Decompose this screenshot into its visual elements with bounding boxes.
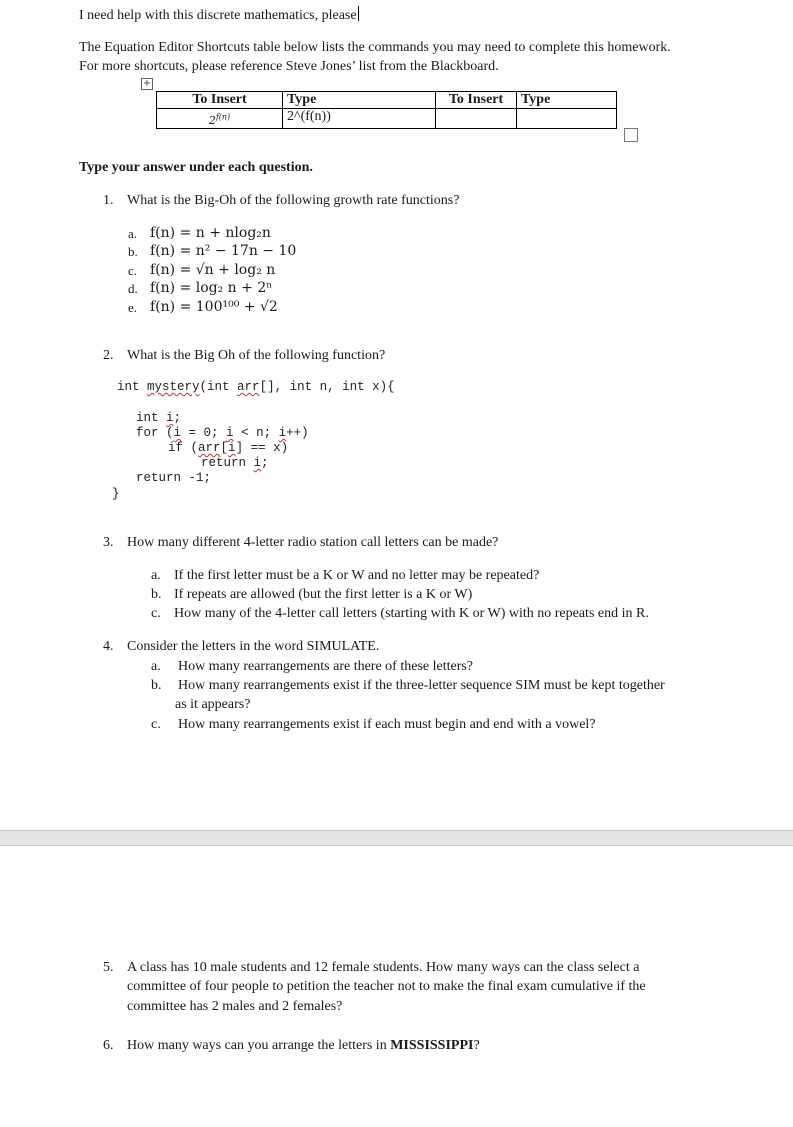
text-cursor xyxy=(358,6,359,21)
table-move-handle-icon[interactable]: + xyxy=(142,78,152,89)
q1-number: 1. xyxy=(103,193,114,208)
table-row xyxy=(157,109,617,129)
code-line: if (arr[i] == x) xyxy=(168,441,289,455)
q2-number: 2. xyxy=(103,348,114,363)
q4-item-b-label: b. xyxy=(151,678,162,693)
q4-item-b-text-cont: as it appears? xyxy=(175,697,251,712)
q1-item-c-label: c. xyxy=(128,263,138,278)
instruction-text: Type your answer under each question. xyxy=(79,160,313,175)
q4-item-c-text: How many rearrangements exist if each must begin and end with a vowel? xyxy=(178,717,596,732)
q1-item-e-label: e. xyxy=(128,300,138,315)
header-question[interactable] xyxy=(79,6,359,24)
q3-number: 3. xyxy=(103,535,114,550)
table-header-cell: To Insert xyxy=(436,92,517,109)
shortcut-table xyxy=(156,91,617,129)
q1-item-b-label: b. xyxy=(128,244,138,259)
q4-item-c-label: c. xyxy=(151,717,161,732)
q4-item-a-label: a. xyxy=(151,659,161,674)
q1-item-d-expr: f(n) = log₂ n + 2ⁿ xyxy=(150,280,273,296)
q4-number: 4. xyxy=(103,639,114,654)
intro-line-1: The Equation Editor Shortcuts table below lists the commands you may need to complete this homework. xyxy=(79,40,671,55)
code-line: return -1; xyxy=(136,471,212,485)
intro-line-2: For more shortcuts, please reference Steve Jones’ list from the Blackboard. xyxy=(79,59,499,74)
q3-text: How many different 4-letter radio station call letters can be made? xyxy=(127,535,499,550)
q6-word: MISSISSIPPI xyxy=(390,1038,474,1053)
q6-text: How many ways can you arrange the letters in MISSISSIPPI? xyxy=(127,1038,480,1053)
table-header-cell: Type xyxy=(283,92,436,109)
q3-item-b-label: b. xyxy=(151,587,162,602)
q5-line-3: committee has 2 males and 2 females? xyxy=(127,999,343,1014)
q3-item-c-label: c. xyxy=(151,606,161,621)
table-cell-type: 2^(f(n)) xyxy=(283,109,436,129)
q1-item-c-expr: f(n) = √n + log₂ n xyxy=(150,262,276,278)
q4-text: Consider the letters in the word SIMULATE. xyxy=(127,639,380,654)
page-break-separator xyxy=(0,830,793,846)
q3-item-a-text: If the first letter must be a K or W and no letter may be repeated? xyxy=(174,568,540,583)
q5-line-2: committee of four people to petition the teacher not to make the final exam cumulative if the xyxy=(127,979,646,994)
q4-item-b-text: How many rearrangements exist if the three-letter sequence SIM must be kept together xyxy=(178,678,665,693)
table-cell-insert xyxy=(157,109,283,129)
q2-text: What is the Big Oh of the following function? xyxy=(127,348,386,363)
q5-line-1: A class has 10 male students and 12 female students. How many ways can the class select a xyxy=(127,960,640,975)
header-text: I need help with this discrete mathematics, please xyxy=(79,8,357,23)
q1-item-e-expr: f(n) = 100¹⁰⁰ + √2 xyxy=(150,299,278,315)
code-signature: int mystery(int arr[], int n, int x){ xyxy=(117,380,395,394)
table-cell-empty xyxy=(436,109,517,129)
table-cell-empty xyxy=(517,109,617,129)
table-header-cell: Type xyxy=(517,92,617,109)
power-expression: $2^{f(n)}$ xyxy=(208,112,231,127)
code-line: for (i = 0; i < n; i++) xyxy=(136,426,309,440)
table-header-cell: To Insert xyxy=(157,92,283,109)
q6-number: 6. xyxy=(103,1038,114,1053)
code-line: int i; xyxy=(136,411,182,425)
q3-item-a-label: a. xyxy=(151,568,161,583)
q1-item-a-expr: f(n) = n + nlog₂n xyxy=(150,225,271,241)
q3-item-c-text: How many of the 4-letter call letters (starting with K or W) with no repeats end in R. xyxy=(174,606,649,621)
table-header-row xyxy=(157,92,617,109)
q4-item-a-text: How many rearrangements are there of these letters? xyxy=(178,659,474,674)
q1-item-a-label: a. xyxy=(128,226,138,241)
q5-number: 5. xyxy=(103,960,114,975)
q1-item-d-label: d. xyxy=(128,281,138,296)
code-line: return i; xyxy=(201,456,269,470)
table-resize-handle[interactable] xyxy=(624,128,638,142)
q1-text: What is the Big-Oh of the following growth rate functions? xyxy=(127,193,460,208)
q3-item-b-text: If repeats are allowed (but the first letter is a K or W) xyxy=(174,587,473,602)
code-close-brace: } xyxy=(112,487,120,501)
q1-item-b-expr: f(n) = n² − 17n − 10 xyxy=(150,243,297,259)
